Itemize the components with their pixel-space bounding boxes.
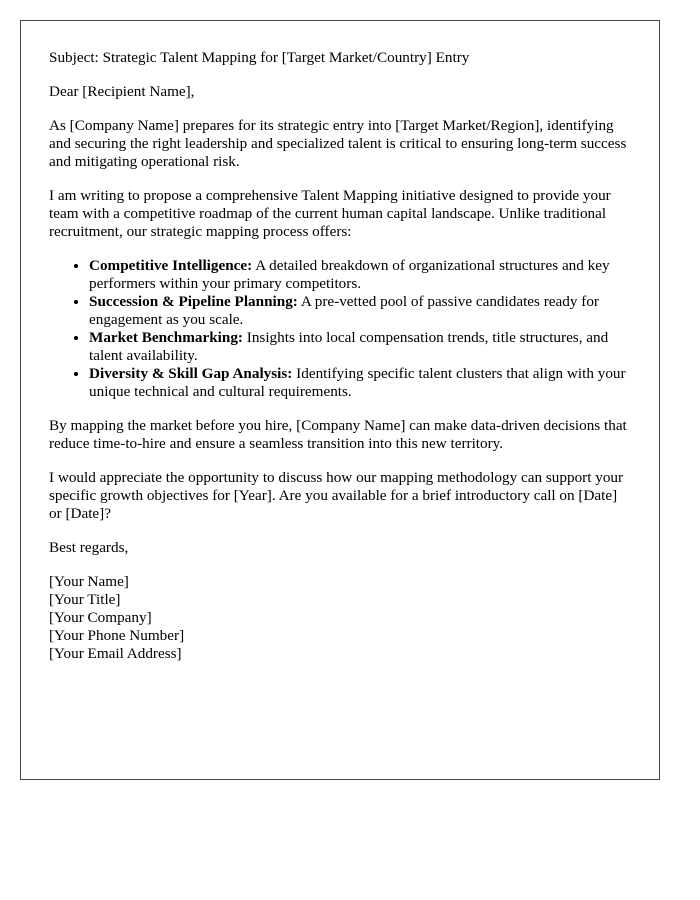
signature-phone: [Your Phone Number] [49,627,185,644]
bullet-term: Competitive Intelligence: [89,257,253,274]
bullet-term: Succession & Pipeline Planning: [89,293,298,310]
salutation: Dear [Recipient Name], [49,83,195,100]
benefits-list [49,257,631,401]
bullet-term: Market Benchmarking: [89,329,243,346]
list-item [89,293,631,329]
bullet-text: Insights into local compensation trends, title structures, and talent availability. [89,329,609,364]
list-item [89,257,631,293]
bullet-text: A pre-vetted pool of passive candidates ready for engagement as you scale. [89,293,599,328]
closing: Best regards, [49,539,129,556]
signature-company: [Your Company] [49,609,152,626]
bullet-text: A detailed breakdown of organizational structures and key performers within your primary competitors. [89,257,610,292]
list-item [89,365,631,401]
call-request-paragraph: I would appreciate the opportunity to discuss how our mapping methodology can support your specific growth objectives for [Year]. Are you available for a brief introductory call on [Date] or [Date]? [49,469,624,522]
mapping-paragraph: By mapping the market before you hire, [Company Name] can make data-driven decisions that reduce time-to-hire and ensure a seamless transition into this new territory. [49,417,627,452]
bullet-text: Identifying specific talent clusters that align with your unique technical and cultural requirements. [89,365,626,400]
subject-line: Subject: Strategic Talent Mapping for [Target Market/Country] Entry [49,49,470,66]
list-item [89,329,631,365]
signature-block [49,573,631,663]
signature-title: [Your Title] [49,591,121,608]
letter-page [20,20,660,780]
intro-paragraph: As [Company Name] prepares for its strategic entry into [Target Market/Region], identifying and securing the right leadership and specialized talent is critical to ensuring long-term success and mitigating operational risk. [49,117,627,170]
signature-name: [Your Name] [49,573,129,590]
bullet-term: Diversity & Skill Gap Analysis: [89,365,293,382]
signature-email: [Your Email Address] [49,645,182,662]
proposal-paragraph: I am writing to propose a comprehensive Talent Mapping initiative designed to provide your team with a competitive roadmap of the current human capital landscape. Unlike traditional recruitment, our strategic mapping process offers: [49,187,611,240]
